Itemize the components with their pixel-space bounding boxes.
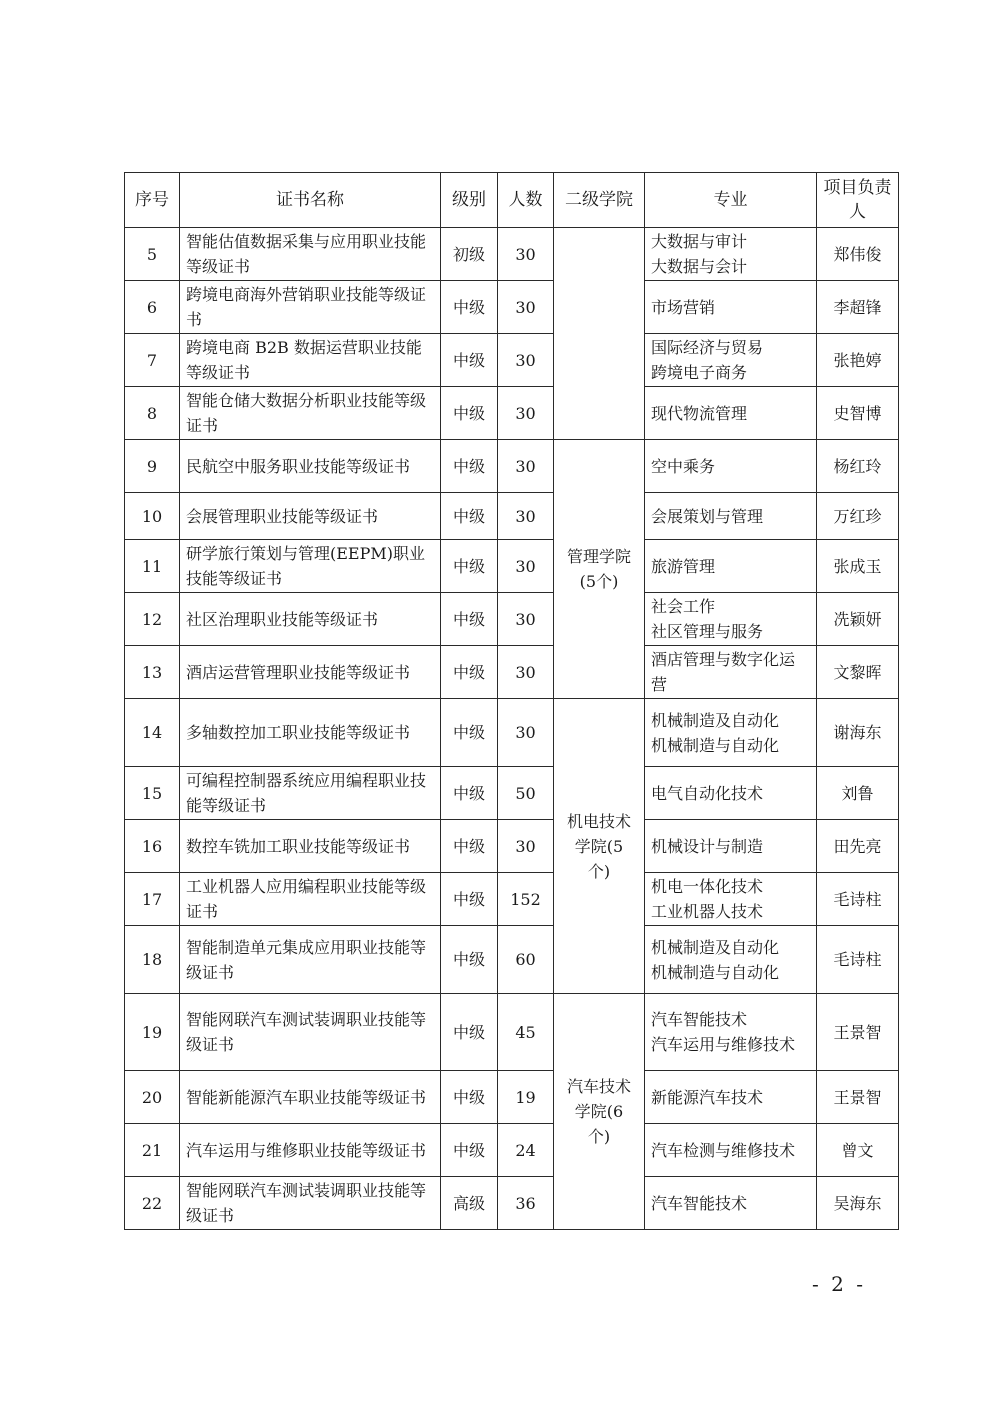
- cell-college: 汽车技术学院(6个): [554, 994, 645, 1230]
- table-row: [125, 540, 899, 593]
- header-name: 证书名称: [180, 173, 441, 228]
- major-line: 汽车运用与维修技术: [651, 1035, 796, 1054]
- major-line: 跨境电子商务: [651, 363, 748, 382]
- cell-owner: 文黎晖: [817, 646, 899, 699]
- cell-college: 机电技术学院(5个): [554, 699, 645, 994]
- cell-owner: 曾文: [817, 1124, 899, 1177]
- cell-count: 36: [498, 1177, 554, 1230]
- cell-college: 管理学院(5个): [554, 440, 645, 699]
- cell-cert-name: 智能制造单元集成应用职业技能等级证书: [180, 926, 441, 994]
- cell-seq: 9: [125, 440, 180, 493]
- cell-owner: 冼颖妍: [817, 593, 899, 646]
- cell-college: [554, 228, 645, 440]
- table-row: [125, 1177, 899, 1230]
- cell-seq: 20: [125, 1071, 180, 1124]
- cell-major: [645, 440, 817, 493]
- cell-level: 中级: [441, 440, 498, 493]
- major-line: 新能源汽车技术: [651, 1087, 764, 1107]
- cell-major: [645, 387, 817, 440]
- major-line: 机械设计与制造: [651, 836, 764, 856]
- cell-major: [645, 699, 817, 767]
- cell-level: 中级: [441, 873, 498, 926]
- header-owner: 项目负责人: [817, 173, 899, 228]
- cell-count: 30: [498, 699, 554, 767]
- cell-owner: 史智博: [817, 387, 899, 440]
- table-row: [125, 281, 899, 334]
- cell-level: 中级: [441, 994, 498, 1071]
- cell-count: 30: [498, 820, 554, 873]
- cell-count: 30: [498, 493, 554, 540]
- major-line: 国际经济与贸易: [651, 338, 764, 357]
- table-row: [125, 1124, 899, 1177]
- major-line: 社区管理与服务: [651, 622, 764, 641]
- cell-seq: 21: [125, 1124, 180, 1177]
- cell-owner: 王景智: [817, 994, 899, 1071]
- major-line: 机械制造及自动化: [651, 710, 780, 730]
- cell-cert-name: 研学旅行策划与管理(EEPM)职业技能等级证书: [180, 540, 441, 593]
- cell-owner: 杨红玲: [817, 440, 899, 493]
- cell-seq: 14: [125, 699, 180, 767]
- cell-owner: 刘鲁: [817, 767, 899, 820]
- major-line: 工业机器人技术: [651, 902, 764, 921]
- header-college: 二级学院: [554, 173, 645, 228]
- cell-major: [645, 994, 817, 1071]
- cell-owner: 万红珍: [817, 493, 899, 540]
- cell-level: 中级: [441, 699, 498, 767]
- cell-major: [645, 767, 817, 820]
- cell-seq: 6: [125, 281, 180, 334]
- cell-count: 30: [498, 540, 554, 593]
- cell-cert-name: 智能估值数据采集与应用职业技能等级证书: [180, 228, 441, 281]
- cell-major: [645, 1071, 817, 1124]
- table-row: [125, 387, 899, 440]
- cell-level: 中级: [441, 493, 498, 540]
- cell-cert-name: 智能仓储大数据分析职业技能等级证书: [180, 387, 441, 440]
- table-row: [125, 820, 899, 873]
- major-line: 电气自动化技术: [651, 783, 764, 803]
- cell-cert-name: 跨境电商 B2B 数据运营职业技能等级证书: [180, 334, 441, 387]
- cell-owner: 张艳婷: [817, 334, 899, 387]
- cell-major: [645, 493, 817, 540]
- cell-count: 30: [498, 334, 554, 387]
- cell-seq: 10: [125, 493, 180, 540]
- major-line: 旅游管理: [651, 556, 716, 576]
- cell-count: 30: [498, 646, 554, 699]
- cell-cert-name: 民航空中服务职业技能等级证书: [180, 440, 441, 493]
- cell-seq: 18: [125, 926, 180, 994]
- cell-count: 30: [498, 228, 554, 281]
- major-line: 大数据与会计: [651, 257, 748, 276]
- major-line: 现代物流管理: [651, 403, 748, 423]
- cell-owner: 毛诗柱: [817, 873, 899, 926]
- table-row: [125, 1071, 899, 1124]
- cell-seq: 15: [125, 767, 180, 820]
- cell-level: 中级: [441, 1071, 498, 1124]
- cell-seq: 13: [125, 646, 180, 699]
- cell-owner: 张成玉: [817, 540, 899, 593]
- cell-major: [645, 228, 817, 281]
- cell-cert-name: 智能网联汽车测试装调职业技能等级证书: [180, 1177, 441, 1230]
- cell-seq: 22: [125, 1177, 180, 1230]
- major-line: 汽车智能技术: [651, 1010, 748, 1029]
- table-row: [125, 926, 899, 994]
- table-header-row: [125, 173, 899, 228]
- header-count: 人数: [498, 173, 554, 228]
- cell-level: 中级: [441, 281, 498, 334]
- cell-major: [645, 281, 817, 334]
- cell-major: [645, 334, 817, 387]
- cell-owner: 毛诗柱: [817, 926, 899, 994]
- cell-cert-name: 酒店运营管理职业技能等级证书: [180, 646, 441, 699]
- cell-cert-name: 社区治理职业技能等级证书: [180, 593, 441, 646]
- cell-count: 30: [498, 281, 554, 334]
- cell-cert-name: 跨境电商海外营销职业技能等级证书: [180, 281, 441, 334]
- cell-cert-name: 智能新能源汽车职业技能等级证书: [180, 1071, 441, 1124]
- cell-count: 152: [498, 873, 554, 926]
- cell-cert-name: 可编程控制器系统应用编程职业技能等级证书: [180, 767, 441, 820]
- cell-cert-name: 汽车运用与维修职业技能等级证书: [180, 1124, 441, 1177]
- cell-major: [645, 646, 817, 699]
- cell-major: [645, 820, 817, 873]
- major-line: 市场营销: [651, 297, 716, 317]
- table-row: [125, 699, 899, 767]
- major-line: 酒店管理与数字化运营: [651, 650, 796, 694]
- major-line: 机械制造及自动化: [651, 937, 780, 957]
- cell-seq: 17: [125, 873, 180, 926]
- cell-owner: 吴海东: [817, 1177, 899, 1230]
- table-row: [125, 228, 899, 281]
- cell-cert-name: 数控车铣加工职业技能等级证书: [180, 820, 441, 873]
- cell-major: [645, 1124, 817, 1177]
- table-row: [125, 440, 899, 493]
- cell-seq: 16: [125, 820, 180, 873]
- cell-cert-name: 会展管理职业技能等级证书: [180, 493, 441, 540]
- cell-owner: 郑伟俊: [817, 228, 899, 281]
- cell-level: 中级: [441, 387, 498, 440]
- certificate-table: [124, 172, 899, 1230]
- cell-level: 初级: [441, 228, 498, 281]
- cell-level: 中级: [441, 820, 498, 873]
- table-row: [125, 994, 899, 1071]
- cell-owner: 谢海东: [817, 699, 899, 767]
- major-line: 汽车智能技术: [651, 1193, 748, 1213]
- cell-level: 高级: [441, 1177, 498, 1230]
- cell-owner: 王景智: [817, 1071, 899, 1124]
- major-line: 机械制造与自动化: [651, 735, 780, 755]
- cell-seq: 5: [125, 228, 180, 281]
- header-level: 级别: [441, 173, 498, 228]
- table-row: [125, 334, 899, 387]
- cell-count: 30: [498, 593, 554, 646]
- cell-count: 60: [498, 926, 554, 994]
- cell-seq: 8: [125, 387, 180, 440]
- cell-major: [645, 1177, 817, 1230]
- cell-major: [645, 926, 817, 994]
- cell-owner: 田先亮: [817, 820, 899, 873]
- cell-count: 50: [498, 767, 554, 820]
- major-line: 机电一体化技术: [651, 877, 764, 896]
- table-row: [125, 646, 899, 699]
- cell-level: 中级: [441, 334, 498, 387]
- table-row: [125, 873, 899, 926]
- major-line: 机械制造与自动化: [651, 962, 780, 982]
- header-seq: 序号: [125, 173, 180, 228]
- cell-seq: 12: [125, 593, 180, 646]
- major-line: 会展策划与管理: [651, 506, 764, 526]
- cell-cert-name: 多轴数控加工职业技能等级证书: [180, 699, 441, 767]
- cell-major: [645, 540, 817, 593]
- header-major: 专业: [645, 173, 817, 228]
- cell-seq: 7: [125, 334, 180, 387]
- table-row: [125, 767, 899, 820]
- cell-count: 19: [498, 1071, 554, 1124]
- cell-level: 中级: [441, 646, 498, 699]
- major-line: 空中乘务: [651, 456, 716, 476]
- cell-level: 中级: [441, 1124, 498, 1177]
- cell-level: 中级: [441, 926, 498, 994]
- major-line: 社会工作: [651, 597, 716, 616]
- cell-seq: 11: [125, 540, 180, 593]
- page-number: - 2 -: [812, 1272, 866, 1296]
- cell-count: 30: [498, 440, 554, 493]
- cell-major: [645, 593, 817, 646]
- major-line: 汽车检测与维修技术: [651, 1140, 796, 1160]
- table-row: [125, 593, 899, 646]
- cell-major: [645, 873, 817, 926]
- cell-level: 中级: [441, 593, 498, 646]
- cell-count: 30: [498, 387, 554, 440]
- cell-cert-name: 智能网联汽车测试装调职业技能等级证书: [180, 994, 441, 1071]
- cell-count: 24: [498, 1124, 554, 1177]
- cell-count: 45: [498, 994, 554, 1071]
- cell-level: 中级: [441, 767, 498, 820]
- cell-level: 中级: [441, 540, 498, 593]
- cell-cert-name: 工业机器人应用编程职业技能等级证书: [180, 873, 441, 926]
- cell-owner: 李超锋: [817, 281, 899, 334]
- table-row: [125, 493, 899, 540]
- cell-seq: 19: [125, 994, 180, 1071]
- major-line: 大数据与审计: [651, 232, 748, 251]
